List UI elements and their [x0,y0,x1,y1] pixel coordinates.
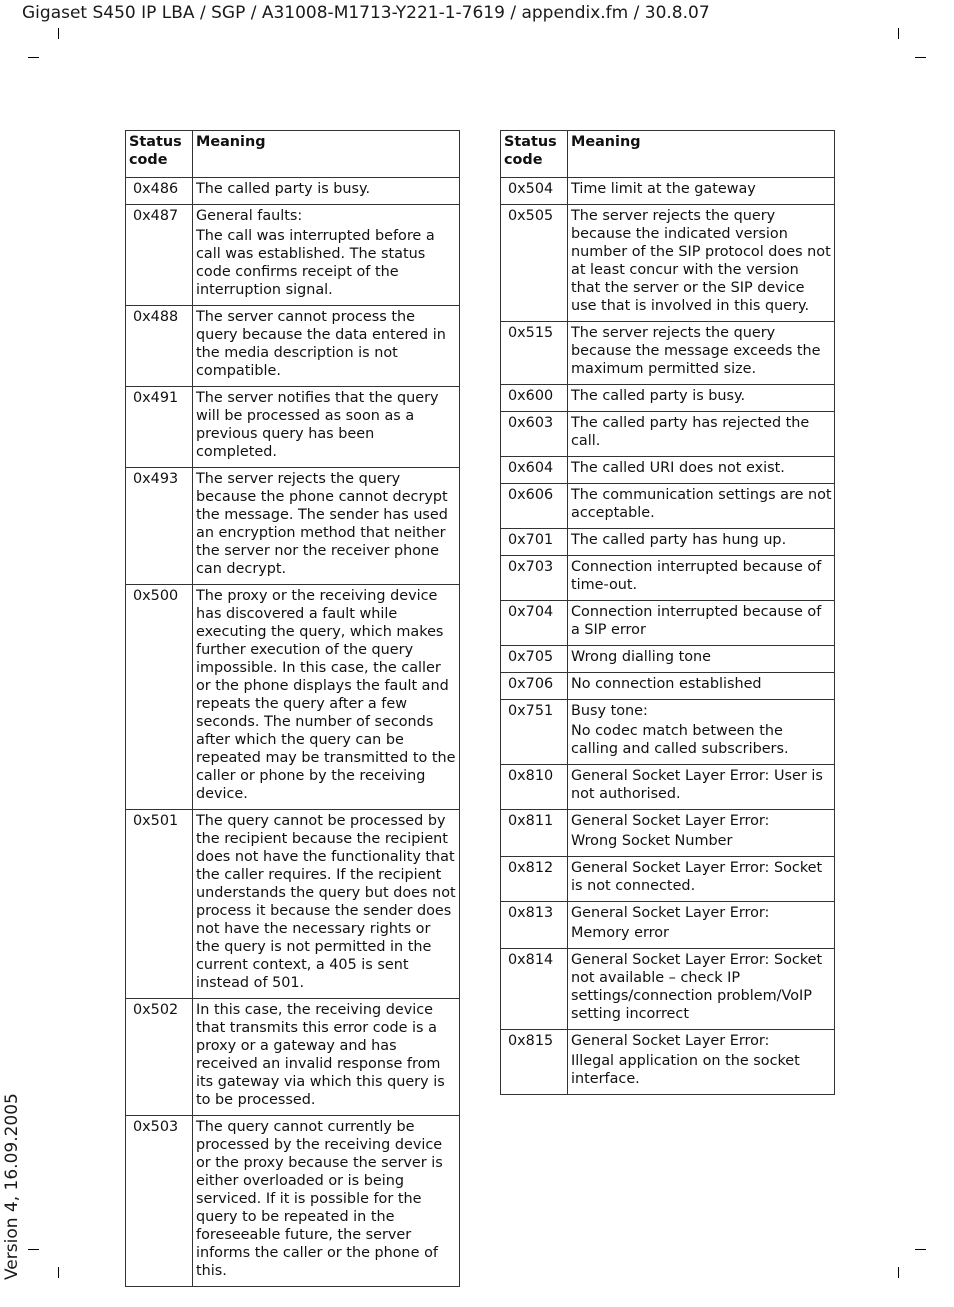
table-row [126,468,460,585]
meaning-cell [193,999,460,1116]
status-code-cell: 0x502 [126,999,193,1116]
meaning-cell [568,765,835,810]
status-code-cell: 0x515 [501,322,568,385]
meaning-text: The server notifies that the query will be processed as soon as a previous query has been completed. [196,390,439,460]
status-code-cell: 0x703 [501,556,568,601]
table-row [501,178,835,205]
status-code-cell: 0x487 [126,205,193,306]
status-code-cell: 0x600 [501,385,568,412]
meaning-text: The communication settings are not acceptable. [571,487,832,521]
running-header: Gigaset S450 IP LBA / SGP / A31008-M1713-Y221-1-7619 / appendix.fm / 30.8.07 [22,3,710,23]
meaning-cell [568,385,835,412]
status-code-table-right [500,130,835,1095]
crop-mark [915,57,926,58]
meaning-cell [568,556,835,601]
meaning-text: Illegal application on the socket interface. [571,1053,800,1087]
status-code-cell: 0x812 [501,857,568,902]
status-code-cell: 0x704 [501,601,568,646]
meaning-text: Memory error [571,925,669,941]
status-code-cell: 0x488 [126,306,193,387]
table-row [126,387,460,468]
meaning-text: Busy tone: [571,703,648,719]
meaning-text: Connection interrupted because of a SIP error [571,604,822,638]
status-code-cell: 0x606 [501,484,568,529]
meaning-cell [193,1116,460,1287]
table-row [126,585,460,810]
meaning-cell [568,857,835,902]
status-code-cell: 0x811 [501,810,568,857]
status-code-cell: 0x751 [501,700,568,765]
meaning-cell [568,484,835,529]
meaning-text: The server rejects the query because the indicated version number of the SIP protocol does not at least concur with the version that the server or the SIP device use that is involved in this query. [571,208,831,314]
status-code-cell: 0x493 [126,468,193,585]
meaning-text: Connection interrupted because of time-out. [571,559,822,593]
meaning-cell [568,902,835,949]
meaning-cell [193,205,460,306]
meaning-text: No codec match between the calling and called subscribers. [571,723,789,757]
status-code-cell: 0x491 [126,387,193,468]
status-code-cell: 0x603 [501,412,568,457]
version-sidebar: Version 4, 16.09.2005 [2,1093,22,1280]
meaning-text: The server rejects the query because the message exceeds the maximum permitted size. [571,325,821,377]
meaning-cell [568,322,835,385]
table-row [126,178,460,205]
table-row [501,646,835,673]
meaning-text: General Socket Layer Error: [571,905,770,921]
meaning-cell [568,810,835,857]
status-code-table-left [125,130,460,1287]
status-code-cell: 0x486 [126,178,193,205]
table-row [501,412,835,457]
meaning-cell [193,387,460,468]
meaning-text: General Socket Layer Error: Socket not available – check IP settings/connection problem/VoIP setting incorrect [571,952,823,1022]
status-code-cell: 0x500 [126,585,193,810]
table-row [501,902,835,949]
table-row [501,1030,835,1095]
status-code-cell: 0x604 [501,457,568,484]
table-header-row [501,131,835,178]
status-code-cell: 0x705 [501,646,568,673]
table-row [501,556,835,601]
table-body [126,178,460,1287]
crop-mark [915,1249,926,1250]
table-row [501,810,835,857]
table-row [501,949,835,1030]
meaning-cell [568,601,835,646]
meaning-cell [193,306,460,387]
meaning-text: The called URI does not exist. [571,460,785,476]
meaning-text: General Socket Layer Error: [571,1033,770,1049]
meaning-cell [568,529,835,556]
table-row [501,484,835,529]
table-row [501,529,835,556]
meaning-text: General Socket Layer Error: Socket is not connected. [571,860,823,894]
crop-mark [58,28,59,39]
table-row [501,673,835,700]
table-row [501,601,835,646]
status-code-cell: 0x810 [501,765,568,810]
meaning-text: The called party is busy. [196,181,371,197]
crop-mark [898,28,899,39]
table-row [501,765,835,810]
meaning-text: The called party has hung up. [571,532,787,548]
status-code-cell: 0x505 [501,205,568,322]
status-code-cell: 0x503 [126,1116,193,1287]
meaning-cell [568,412,835,457]
table-row [501,205,835,322]
table-row [126,810,460,999]
meaning-cell [568,673,835,700]
meaning-cell [193,468,460,585]
crop-mark [58,1267,59,1278]
status-code-cell: 0x814 [501,949,568,1030]
meaning-cell [568,1030,835,1095]
table-header-row [126,131,460,178]
table-row [501,385,835,412]
status-code-cell: 0x501 [126,810,193,999]
crop-mark [28,1249,39,1250]
meaning-cell [568,205,835,322]
table-row [501,700,835,765]
meaning-text: General Socket Layer Error: [571,813,770,829]
crop-mark [898,1267,899,1278]
column-header-meaning: Meaning [193,131,460,178]
meaning-text: The query cannot be processed by the recipient because the recipient does not have the functionality that the caller requires. If the recipient understands the query but does not process it because the sender does not have the necessary rights or the query is not permitted in the current context, a 405 is sent instead of 501. [196,813,456,991]
crop-mark [28,57,39,58]
meaning-text: In this case, the receiving device that transmits this error code is a proxy or a gateway and has received an invalid response from its gateway via which this query is to be processed. [196,1002,445,1108]
meaning-text: The server rejects the query because the phone cannot decrypt the message. The sender has used an encryption method that neither the server nor the receiver phone can decrypt. [196,471,448,577]
meaning-cell [193,178,460,205]
meaning-text: The called party is busy. [571,388,746,404]
status-code-cell: 0x813 [501,902,568,949]
table-row [501,857,835,902]
table-row [126,205,460,306]
column-header-status-code: Status code [126,131,193,178]
meaning-text: The call was interrupted before a call was established. The status code confirms receipt of the interruption signal. [196,228,435,298]
column-header-meaning: Meaning [568,131,835,178]
meaning-text: General Socket Layer Error: User is not authorised. [571,768,823,802]
status-code-cell: 0x504 [501,178,568,205]
table-row [501,322,835,385]
table-body [501,178,835,1095]
meaning-cell [568,457,835,484]
meaning-cell [193,585,460,810]
status-code-cell: 0x706 [501,673,568,700]
meaning-text: No connection established [571,676,762,692]
meaning-text: Wrong Socket Number [571,833,733,849]
meaning-text: The proxy or the receiving device has discovered a fault while executing the query, which makes further execution of the query impossible. In this case, the caller or the phone displays the fault and repeats the query after a few seconds. The number of seconds after which the query can be repeated may be transmitted to the caller or phone by the receiving device. [196,588,456,802]
meaning-text: General faults: [196,208,303,224]
meaning-cell [568,700,835,765]
meaning-text: The called party has rejected the call. [571,415,810,449]
status-code-cell: 0x701 [501,529,568,556]
status-code-cell: 0x815 [501,1030,568,1095]
meaning-text: The server cannot process the query because the data entered in the media description is not compatible. [196,309,446,379]
meaning-cell [193,810,460,999]
meaning-cell [568,949,835,1030]
table-row [126,1116,460,1287]
table-row [126,999,460,1116]
meaning-text: Time limit at the gateway [571,181,756,197]
meaning-cell [568,178,835,205]
meaning-cell [568,646,835,673]
meaning-text: Wrong dialling tone [571,649,712,665]
column-header-status-code: Status code [501,131,568,178]
meaning-text: The query cannot currently be processed by the receiving device or the proxy because the server is either overloaded or is being serviced. If it is possible for the query to be repeated in the foreseeable future, the server informs the caller or the phone of this. [196,1119,443,1279]
table-row [126,306,460,387]
table-row [501,457,835,484]
